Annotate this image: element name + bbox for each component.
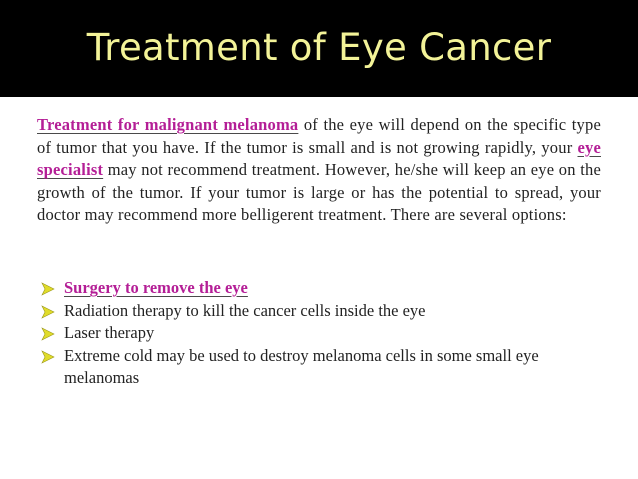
list-item (37, 345, 603, 390)
intro-text-1: of the eye will depend on the specific type of tumor that you have. If the tumor is small and is not growing rapidly, your (37, 115, 601, 157)
arrow-right-icon (41, 345, 55, 367)
slide-title: Treatment of Eye Cancer (86, 26, 552, 69)
list-item (37, 300, 603, 323)
link-malignant-melanoma[interactable]: Treatment for malignant melanoma (37, 115, 299, 134)
intro-paragraph (37, 114, 601, 227)
list-item (37, 277, 603, 300)
title-bar (0, 0, 638, 97)
option-label: Laser therapy (64, 323, 155, 343)
link-surgery-remove-eye[interactable]: Surgery to remove the eye (64, 278, 248, 297)
arrow-right-icon (41, 300, 55, 322)
arrow-right-icon (41, 322, 55, 344)
link-eye-specialist[interactable]: eye specialist (37, 137, 601, 180)
arrow-right-icon (41, 277, 55, 299)
list-item (37, 322, 603, 345)
option-label: Radiation therapy to kill the cancer cells inside the eye (64, 300, 426, 320)
intro-text-2: may not recommend treatment. However, he/she will keep an eye on the growth of the tumor. If your tumor is large or has the potential to spread, your doctor may recommend more belligerent treatment. There are several options: (37, 160, 601, 225)
treatment-options-list (37, 277, 603, 390)
option-label: Extreme cold may be used to destroy melanoma cells in some small eye melanomas (64, 345, 539, 388)
